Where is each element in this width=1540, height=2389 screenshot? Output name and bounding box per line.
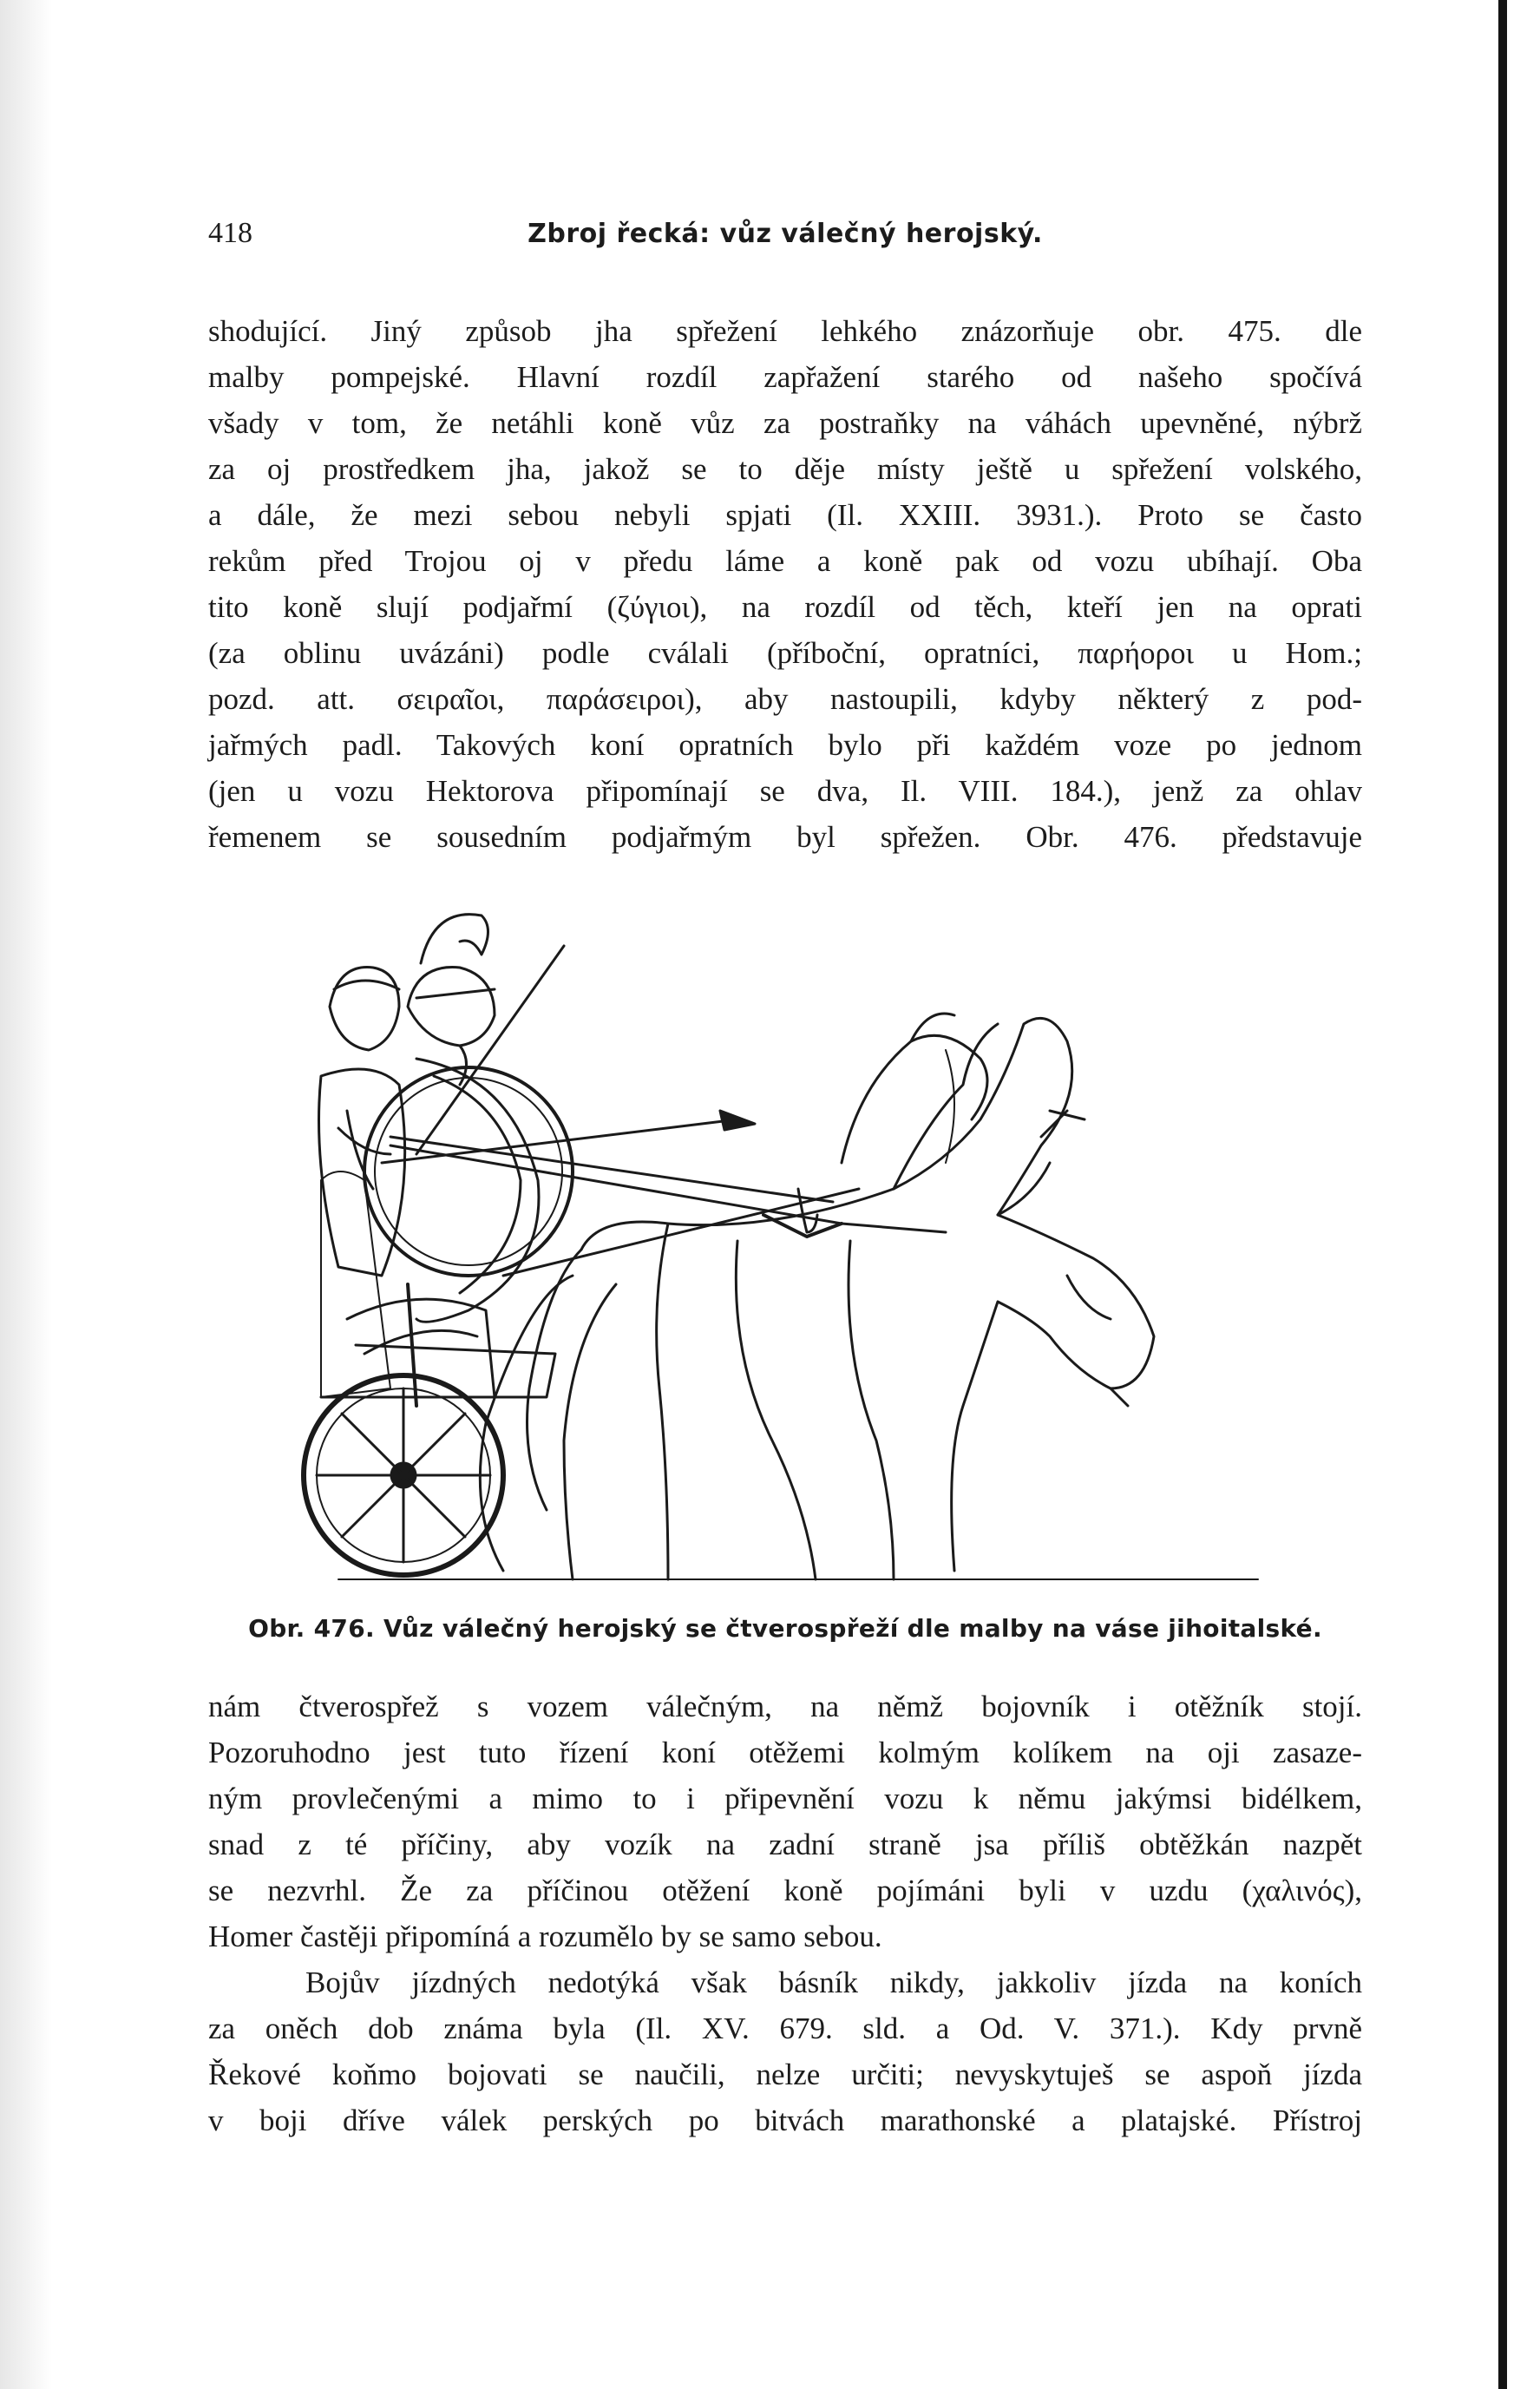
text-line: v boji dříve válek perských po bitvách marathonské a platajské. Přístroj — [208, 2104, 1362, 2137]
paragraph-1 — [208, 308, 1362, 860]
four-horses — [480, 1014, 1154, 1579]
running-title: Zbroj řecká: vůz válečný herojský. — [528, 219, 1043, 249]
text-line: ným provlečenými a mimo to i připevnění vozu k němu jakýmsi bidélkem, — [208, 1782, 1362, 1815]
text-line: Řekové koňmo bojovati se naučili, nelze určiti; nevyskytuješ se aspoň jízda — [208, 2058, 1362, 2091]
chariot-illustration — [286, 902, 1301, 1614]
text-line: (jen u vozu Hektorova připomínají se dva, Il. VIII. 184.), jenž za ohlav — [208, 774, 1362, 808]
scan-edge-right — [1498, 0, 1540, 2389]
scan-shadow-left — [0, 0, 52, 2389]
text-line: všady v tom, že netáhli koně vůz za postraňky na váhách upevněné, nýbrž — [208, 406, 1362, 440]
text-line: za oněch dob známa byla (Il. XV. 679. sld. a Od. V. 371.). Kdy prvně — [208, 2012, 1362, 2045]
text-line: (za oblinu uvázáni) podle cválali (příboční, opratníci, παρήοροι u Hom.; — [208, 636, 1362, 670]
page-header — [208, 217, 1362, 260]
text-line: jařmých padl. Takových koní opratních bylo při každém voze po jednom — [208, 728, 1362, 762]
text-line: malby pompejské. Hlavní rozdíl zapřažení starého od našeho spočívá — [208, 360, 1362, 394]
text-line: se nezvrhl. Že za příčinou otěžení koně pojímáni byli v uzdu (χαλινός), — [208, 1874, 1362, 1907]
chariot-body — [321, 1172, 555, 1406]
text-line: shodující. Jiný způsob jha spřežení lehkého znázorňuje obr. 475. dle — [208, 314, 1362, 348]
figure-caption: Obr. 476. Vůz válečný herojský se čtverospřeží dle malby na váse jihoitalské. — [248, 1614, 1322, 1643]
figures-warrior-charioteer — [319, 915, 573, 1322]
page-number: 418 — [208, 217, 252, 249]
text-line: Homer častěji připomíná a rozumělo by se samo sebou. — [208, 1920, 882, 1953]
paragraph-2 — [208, 1683, 1362, 2143]
text-line: snad z té příčiny, aby vozík na zadní straně jsa příliš obtěžkán nazpět — [208, 1828, 1362, 1861]
text-line: nám čtverospřež s vozem válečným, na němž bojovník i otěžník stojí. — [208, 1690, 1362, 1723]
spears-and-reins — [382, 946, 946, 1276]
text-line: tito koně slují podjařmí (ζύγιοι), na rozdíl od těch, kteří jen na oprati — [208, 590, 1362, 624]
text-line: Bojův jízdných nedotýká však básník nikdy, jakkoliv jízda na koních — [305, 1966, 1362, 1999]
text-line: a dále, že mezi sebou nebyli spjati (Il. XXIII. 3931.). Proto se často — [208, 498, 1362, 532]
text-line: pozd. att. σειραῖοι, παράσειροι), aby nastoupili, kdyby některý z pod- — [208, 682, 1362, 716]
chariot-wheel — [304, 1375, 503, 1575]
text-line: řemenem se sousedním podjařmým byl spřežen. Obr. 476. představuje — [208, 820, 1362, 854]
text-line: za oj prostředkem jha, jakož se to děje místy ještě u spřežení volského, — [208, 452, 1362, 486]
text-line: Pozoruhodno jest tuto řízení koní otěžemi kolmým kolíkem na oji zasaze- — [208, 1736, 1362, 1769]
text-line: rekům před Trojou oj v předu láme a koně pak od vozu ubíhají. Oba — [208, 544, 1362, 578]
